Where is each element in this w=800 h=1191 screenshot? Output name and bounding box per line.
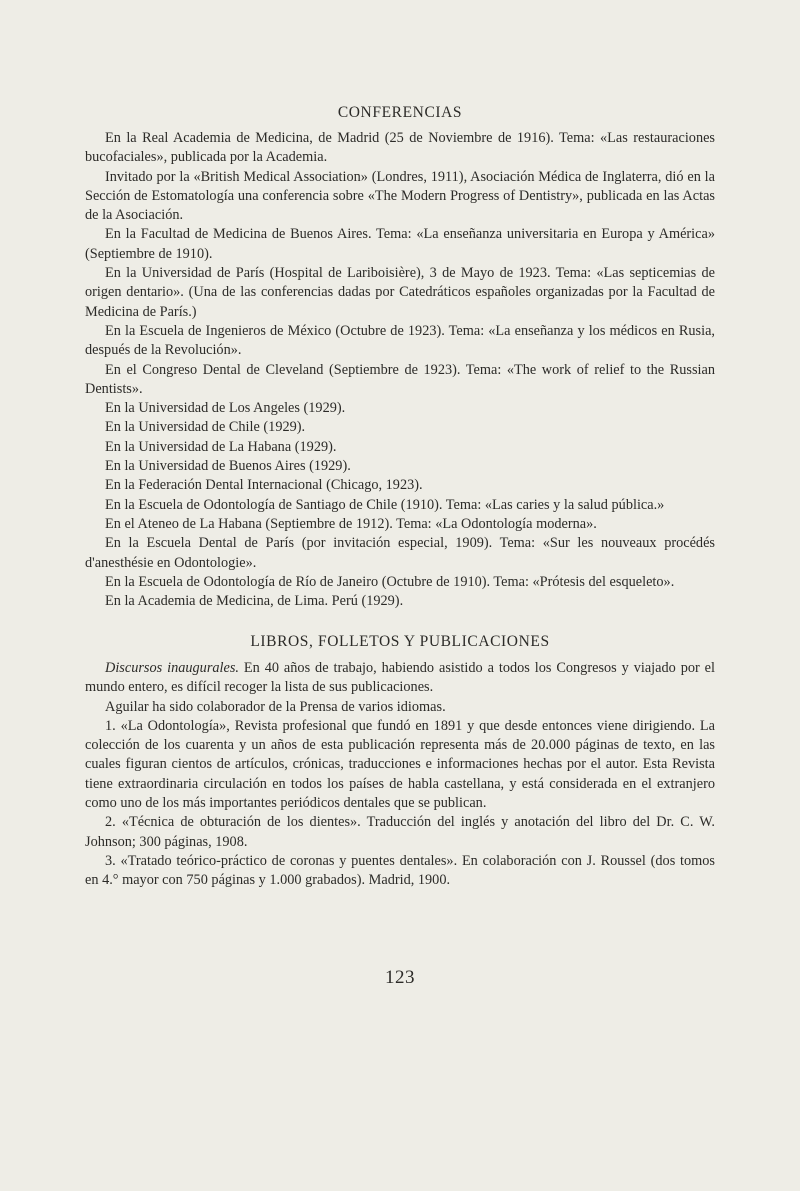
conference-entry: En la Universidad de París (Hospital de Lariboisière), 3 de Mayo de 1923. Tema: «Las septicemias de origen dentario». (Una de las conferencias dadas por Catedráticos españoles organizadas por la Facultad de Medicina de París.) (85, 265, 715, 320)
section-title-publications: LIBROS, FOLLETOS Y PUBLICACIONES (250, 633, 550, 650)
publications-intro (85, 659, 715, 698)
publications-list (85, 659, 715, 891)
conference-entry: Invitado por la «British Medical Association» (Londres, 1911), Asociación Médica de Inglaterra, dió en la Sección de Estomatología una conferencia sobre «The Modern Progress of Dentistry», publicada en las Actas de la Asociación. (85, 168, 715, 224)
conference-entry: En el Congreso Dental de Cleveland (Septiembre de 1923). Tema: «The work of relief to the Russian Dentists». (85, 361, 715, 397)
publication-entry: 1. «La Odontología», Revista profesional que fundó en 1891 y que desde entonces viene dirigiendo. La colección de los cuarenta y un años de esta publicación representa más de 20.000 páginas de texto, en las cuales figuran cientos de artículos, crónicas, traducciones e informaciones hechas por el autor. Esta Revista tiene extraordinaria circulación en todos los países de habla castellana, y está considerada en el extranjero como uno de los más importantes periódicos dentales que se publican. (85, 717, 715, 812)
intro-text: En 40 años de trabajo, habiendo asistido a todos los Congresos y viajado por el mundo entero, es difícil recoger la lista de sus publicaciones. (85, 660, 715, 696)
section-title-conferences: CONFERENCIAS (337, 104, 463, 121)
conference-entry: En la Universidad de La Habana (1929). (105, 438, 337, 455)
conference-entry: En la Real Academia de Medicina, de Madrid (25 de Noviembre de 1916). Tema: «Las restauraciones bucofaciales», publicada por la Academia. (85, 130, 715, 166)
conference-entry: En la Escuela de Odontología de Santiago de Chile (1910). Tema: «Las caries y la salud pública.» (105, 496, 665, 513)
intro-label: Discursos inaugurales. (105, 660, 239, 676)
conference-entry: En la Universidad de Chile (1929). (105, 419, 306, 436)
conference-entry: En la Escuela Dental de París (por invitación especial, 1909). Tema: «Sur les nouveaux procédés d'anesthésie en Odontologie». (85, 535, 715, 571)
conference-entry: En la Universidad de Los Angeles (1929). (105, 400, 346, 417)
conference-entry: En la Facultad de Medicina de Buenos Aires. Tema: «La enseñanza universitaria en Europa y América» (Septiembre de 1910). (85, 226, 715, 262)
publication-entry: 2. «Técnica de obturación de los dientes». Traducción del inglés y anotación del libro del Dr. C. W. Johnson; 300 páginas, 1908. (85, 814, 715, 850)
publication-entry: Aguilar ha sido colaborador de la Prensa de varios idiomas. (105, 698, 446, 715)
conference-entry: En la Universidad de Buenos Aires (1929). (105, 458, 351, 475)
conference-entry: En la Academia de Medicina, de Lima. Perú (1929). (105, 593, 404, 610)
conference-entry: En la Escuela de Ingenieros de México (Octubre de 1923). Tema: «La enseñanza y los médicos en Rusia, después de la Revolución». (85, 322, 715, 359)
conference-entry: En la Escuela de Odontología de Río de Janeiro (Octubre de 1910). Tema: «Prótesis del esqueleto». (105, 573, 675, 590)
page-number: 123 (385, 967, 415, 988)
publication-entry: 3. «Tratado teórico-práctico de coronas y puentes dentales». En colaboración con J. Roussel (dos tomos en 4.° mayor con 750 páginas y 1.000 grabados). Madrid, 1900. (85, 852, 715, 889)
conference-entry: En el Ateneo de La Habana (Septiembre de 1912). Tema: «La Odontología moderna». (105, 515, 597, 532)
conferences-list (85, 129, 715, 611)
conference-entry: En la Federación Dental Internacional (Chicago, 1923). (105, 477, 423, 494)
